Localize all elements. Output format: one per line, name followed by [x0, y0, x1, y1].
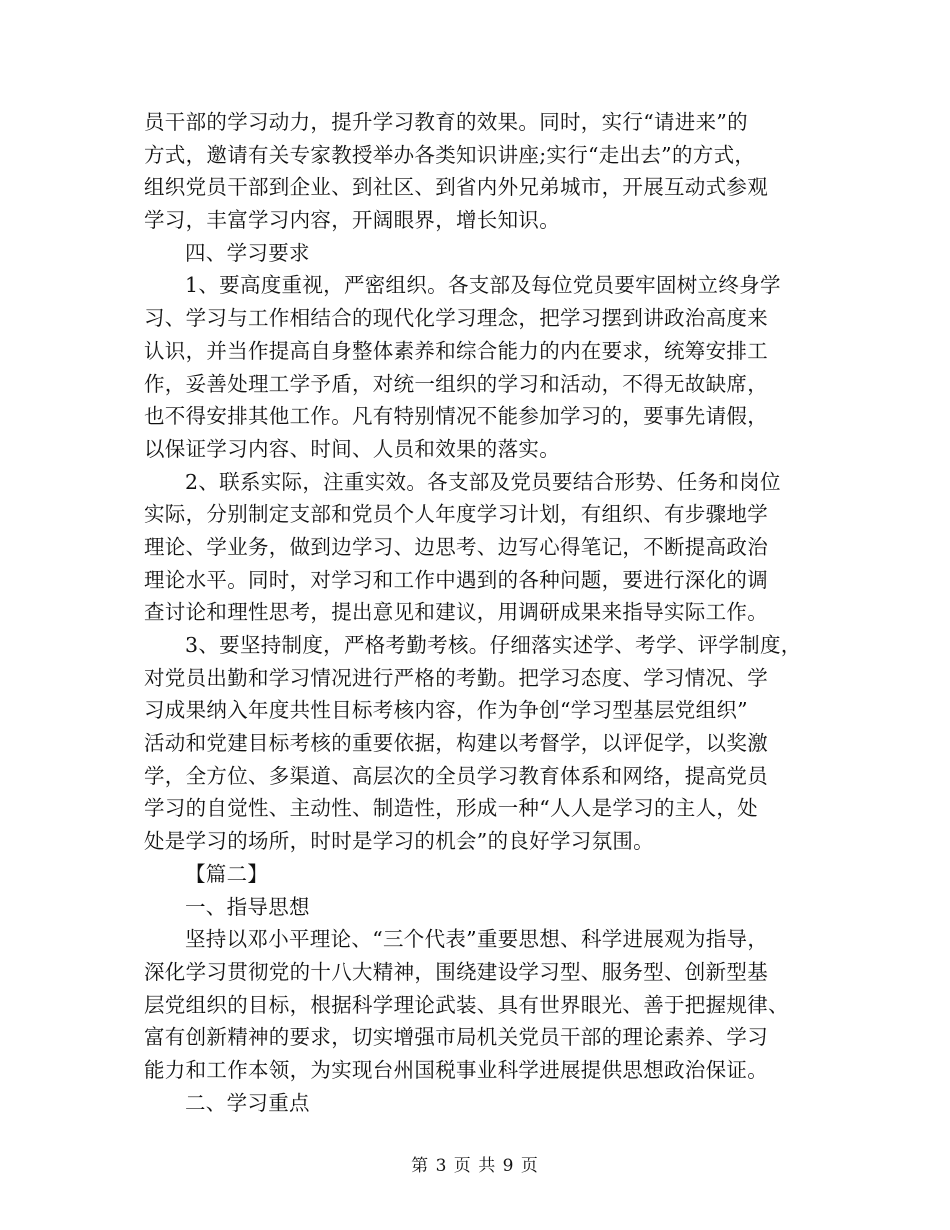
text-line: 也不得安排其他工作。凡有特别情况不能参加学习的，要事先请假， [144, 404, 768, 429]
text-line: 处是学习的场所，时时是学习的机会”的良好学习氛围。 [144, 829, 654, 854]
text-line: 理论、学业务，做到边学习、边思考、边写心得笔记，不断提高政治 [144, 534, 768, 559]
page-number-footer: 第 3 页 共 9 页 [411, 1156, 539, 1176]
text-line: 认识，并当作提高自身整体素养和综合能力的内在要求，统筹安排工 [144, 338, 768, 363]
text-line: 方式，邀请有关专家教授举办各类知识讲座;实行“走出去”的方式， [144, 142, 756, 167]
text-line: 3、要坚持制度，严格考勤考核。仔细落实述学、考学、评学制度， [185, 633, 802, 657]
text-line: 学，全方位、多渠道、高层次的全员学习教育体系和网络，提高党员 [144, 763, 768, 788]
text-line: 员干部的学习动力，提升学习教育的效果。同时，实行“请进来”的 [144, 110, 748, 134]
text-line: 实际，分别制定支部和党员个人年度学习计划，有组织、有步骤地学 [144, 502, 768, 527]
text-line: 查讨论和理性思考，提出意见和建议，用调研成果来指导实际工作。 [144, 600, 768, 625]
text-line: 活动和党建目标考核的重要依据，构建以考督学，以评促学，以奖激 [144, 731, 768, 756]
text-line: 学习的自觉性、主动性、制造性，形成一种“人人是学习的主人，处 [144, 796, 758, 821]
text-line: 坚持以邓小平理论、“三个代表”重要思想、科学进展观为指导， [185, 927, 769, 952]
text-line: 二、学习重点 [185, 1090, 310, 1115]
text-line: 1、要高度重视，严密组织。各支部及每位党员要牢固树立终身学 [185, 273, 781, 298]
text-line: 【篇二】 [185, 861, 269, 886]
text-line: 一、指导思想 [185, 894, 310, 919]
text-line: 深化学习贯彻党的十八大精神，围绕建设学习型、服务型、创新型基 [144, 959, 768, 984]
text-line: 能力和工作本领，为实现台州国税事业科学进展提供思想政治保证。 [144, 1057, 768, 1082]
text-line: 理论水平。同时，对学习和工作中遇到的各种问题，要进行深化的调 [144, 567, 768, 592]
text-line: 习、学习与工作相结合的现代化学习理念，把学习摆到讲政治高度来 [144, 306, 768, 331]
document-body [144, 106, 820, 1119]
text-line: 层党组织的目标，根据科学理论武装、具有世界眼光、善于把握规律、 [144, 992, 789, 1017]
text-line: 对党员出勤和学习情况进行严格的考勤。把学习态度、学习情况、学 [144, 665, 768, 690]
text-line: 学习，丰富学习内容，开阔眼界，增长知识。 [144, 208, 560, 233]
text-line: 富有创新精神的要求，切实增强市局机关党员干部的理论素养、学习 [144, 1025, 768, 1050]
text-line: 组织党员干部到企业、到社区、到省内外兄弟城市，开展互动式参观 [144, 175, 768, 200]
text-line: 2、联系实际，注重实效。各支部及党员要结合形势、任务和岗位 [185, 469, 781, 494]
text-line: 以保证学习内容、时间、人员和效果的落实。 [144, 436, 560, 461]
text-line: 作，妥善处理工学予盾，对统一组织的学习和活动，不得无故缺席， [144, 371, 768, 396]
text-line: 习成果纳入年度共性目标考核内容，作为争创“学习型基层党组织” [144, 698, 748, 723]
text-line: 四、学习要求 [185, 240, 310, 265]
